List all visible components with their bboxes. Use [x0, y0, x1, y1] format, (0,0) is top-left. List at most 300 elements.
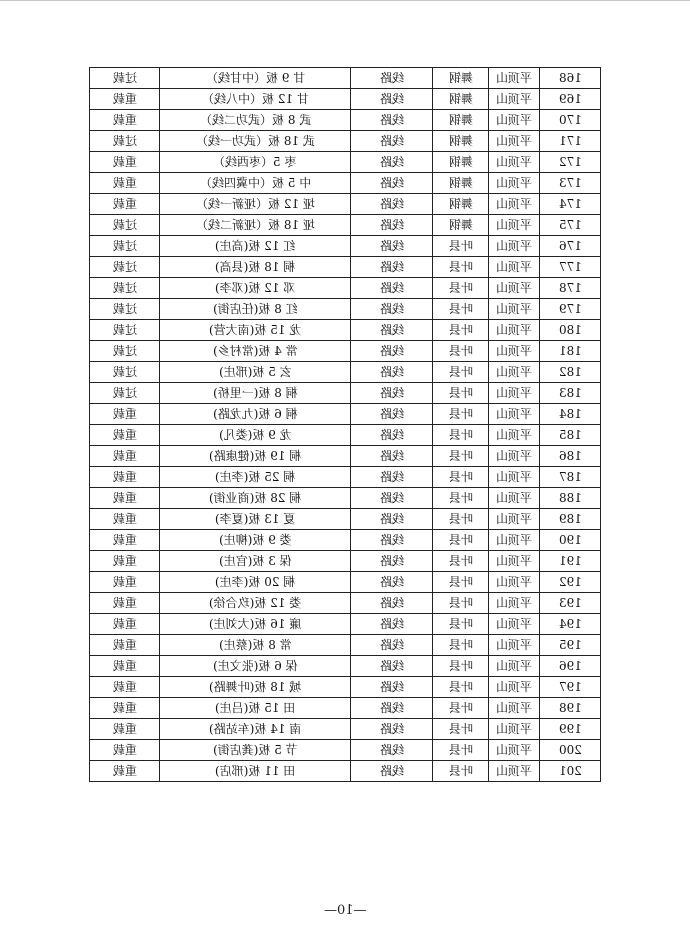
line-name-cell-text: 龙 9 板(娄凡): [218, 428, 292, 442]
table-row: [90, 110, 601, 131]
load-status-cell-text: 过载: [112, 386, 137, 400]
type-cell: [351, 593, 433, 614]
row-number-cell: [540, 152, 601, 173]
table-row: [90, 467, 601, 488]
load-status-cell: [90, 425, 160, 446]
city-cell-text: 平顶山: [496, 596, 533, 610]
county-cell-text: 舞钢: [448, 113, 473, 127]
city-cell-text: 平顶山: [496, 743, 533, 757]
city-cell-text: 平顶山: [496, 365, 533, 379]
line-name-cell: [160, 278, 351, 299]
row-number-cell-text: 195: [558, 638, 582, 652]
line-name-cell-text: 田 15 板(吕庄): [215, 701, 296, 715]
type-cell: [351, 278, 433, 299]
county-cell-text: 舞钢: [448, 92, 473, 106]
row-number-cell-text: 178: [558, 281, 582, 295]
county-cell-text: 叶县: [448, 722, 473, 736]
load-status-cell: [90, 635, 160, 656]
row-number-cell: [540, 320, 601, 341]
type-cell: [351, 677, 433, 698]
city-cell: [489, 257, 540, 278]
county-cell: [433, 404, 489, 425]
type-cell: [351, 572, 433, 593]
line-name-cell-text: 廉 16 板(大刘庄): [209, 617, 302, 631]
city-cell: [489, 572, 540, 593]
type-cell: [351, 383, 433, 404]
page-number-text: —10—: [323, 903, 367, 918]
load-status-cell-text: 重载: [112, 155, 137, 169]
county-cell: [433, 740, 489, 761]
type-cell-text: 线路: [379, 533, 404, 547]
load-status-cell: [90, 89, 160, 110]
line-name-cell-text: 甘 9 板（中甘线）: [205, 71, 305, 85]
table-row: [90, 320, 601, 341]
load-status-cell-text: 重载: [112, 428, 137, 442]
row-number-cell-text: 194: [558, 617, 582, 631]
type-cell: [351, 698, 433, 719]
load-status-cell-text: 重载: [112, 491, 137, 505]
type-cell-text: 线路: [379, 722, 404, 736]
row-number-cell-text: 192: [558, 575, 582, 589]
line-name-cell-text: 桐 25 板(李庄): [215, 470, 296, 484]
load-status-cell-text: 重载: [112, 113, 137, 127]
load-status-cell-text: 重载: [112, 638, 137, 652]
row-number-cell: [540, 110, 601, 131]
city-cell: [489, 740, 540, 761]
county-cell: [433, 530, 489, 551]
county-cell-text: 叶县: [448, 701, 473, 715]
row-number-cell: [540, 362, 601, 383]
type-cell: [351, 614, 433, 635]
load-status-cell: [90, 341, 160, 362]
city-cell: [489, 194, 540, 215]
type-cell-text: 线路: [379, 680, 404, 694]
row-number-cell-text: 173: [558, 176, 582, 190]
line-name-cell-text: 桐 19 板(健康路): [209, 449, 302, 463]
county-cell-text: 舞钢: [448, 176, 473, 190]
type-cell-text: 线路: [379, 386, 404, 400]
city-cell: [489, 719, 540, 740]
city-cell-text: 平顶山: [496, 701, 533, 715]
table-row: [90, 593, 601, 614]
county-cell-text: 叶县: [448, 764, 473, 778]
type-cell-text: 线路: [379, 92, 404, 106]
load-status-cell-text: 重载: [112, 680, 137, 694]
load-status-cell-text: 重载: [112, 176, 137, 190]
row-number-cell: [540, 257, 601, 278]
table-row: [90, 89, 601, 110]
load-status-cell: [90, 257, 160, 278]
load-status-cell-text: 过载: [112, 134, 137, 148]
county-cell: [433, 761, 489, 782]
row-number-cell: [540, 719, 601, 740]
line-name-cell: [160, 614, 351, 635]
type-cell-text: 线路: [379, 512, 404, 526]
row-number-cell: [540, 446, 601, 467]
table-row: [90, 761, 601, 782]
load-status-cell: [90, 383, 160, 404]
county-cell-text: 叶县: [448, 533, 473, 547]
row-number-cell: [540, 215, 601, 236]
county-cell: [433, 278, 489, 299]
county-cell: [433, 719, 489, 740]
load-status-cell-text: 重载: [112, 617, 137, 631]
row-number-cell-text: 200: [558, 743, 582, 757]
type-cell-text: 线路: [379, 596, 404, 610]
type-cell: [351, 341, 433, 362]
city-cell: [489, 488, 540, 509]
line-name-cell-text: 桐 20 板(李庄): [215, 575, 296, 589]
row-number-cell-text: 176: [558, 239, 582, 253]
row-number-cell: [540, 656, 601, 677]
load-status-cell-text: 过载: [112, 365, 137, 379]
city-cell: [489, 446, 540, 467]
city-cell-text: 平顶山: [496, 155, 533, 169]
table-row: [90, 446, 601, 467]
city-cell: [489, 551, 540, 572]
row-number-cell: [540, 89, 601, 110]
city-cell-text: 平顶山: [496, 323, 533, 337]
load-status-cell-text: 过载: [112, 71, 137, 85]
county-cell: [433, 110, 489, 131]
row-number-cell-text: 183: [558, 386, 582, 400]
city-cell: [489, 110, 540, 131]
county-cell: [433, 173, 489, 194]
row-number-cell-text: 190: [558, 533, 582, 547]
load-status-cell: [90, 488, 160, 509]
row-number-cell: [540, 761, 601, 782]
table-row: [90, 383, 601, 404]
city-cell: [489, 509, 540, 530]
table-row: [90, 677, 601, 698]
type-cell: [351, 257, 433, 278]
county-cell-text: 叶县: [448, 365, 473, 379]
county-cell: [433, 446, 489, 467]
type-cell-text: 线路: [379, 659, 404, 673]
line-name-cell-text: 玄 5 板(邢庄): [218, 365, 292, 379]
type-cell: [351, 551, 433, 572]
county-cell: [433, 551, 489, 572]
load-status-cell-text: 重载: [112, 659, 137, 673]
row-number-cell: [540, 635, 601, 656]
table-row: [90, 656, 601, 677]
load-status-cell-text: 过载: [112, 344, 137, 358]
load-status-cell: [90, 740, 160, 761]
line-name-cell: [160, 467, 351, 488]
table-row: [90, 404, 601, 425]
row-number-cell: [540, 236, 601, 257]
type-cell-text: 线路: [379, 470, 404, 484]
load-status-cell: [90, 677, 160, 698]
line-name-cell-text: 夏 13 板(夏李): [215, 512, 296, 526]
line-name-cell-text: 娄 12 板(玖合徐): [209, 596, 302, 610]
load-status-cell: [90, 509, 160, 530]
line-name-cell: [160, 299, 351, 320]
city-cell-text: 平顶山: [496, 239, 533, 253]
line-name-cell-text: 常 4 板(常村乡): [212, 344, 298, 358]
type-cell-text: 线路: [379, 491, 404, 505]
line-name-cell: [160, 89, 351, 110]
county-cell: [433, 341, 489, 362]
table-row: [90, 530, 601, 551]
line-name-cell: [160, 257, 351, 278]
line-name-cell: [160, 152, 351, 173]
row-number-cell: [540, 425, 601, 446]
type-cell-text: 线路: [379, 323, 404, 337]
city-cell-text: 平顶山: [496, 491, 533, 505]
county-cell-text: 叶县: [448, 659, 473, 673]
row-number-cell-text: 182: [558, 365, 582, 379]
type-cell: [351, 68, 433, 89]
type-cell: [351, 446, 433, 467]
county-cell: [433, 656, 489, 677]
load-status-cell-text: 重载: [112, 197, 137, 211]
county-cell: [433, 698, 489, 719]
type-cell: [351, 656, 433, 677]
county-cell-text: 叶县: [448, 596, 473, 610]
line-name-cell-text: 田 11 板(邢店): [215, 764, 296, 778]
type-cell: [351, 740, 433, 761]
type-cell-text: 线路: [379, 134, 404, 148]
row-number-cell-text: 187: [558, 470, 582, 484]
row-number-cell-text: 175: [558, 218, 582, 232]
row-number-cell: [540, 551, 601, 572]
overload-line-table: [89, 67, 601, 782]
line-name-cell-text: 常 8 板(蔡庄): [218, 638, 292, 652]
city-cell-text: 平顶山: [496, 113, 533, 127]
county-cell: [433, 194, 489, 215]
county-cell-text: 叶县: [448, 386, 473, 400]
row-number-cell-text: 180: [558, 323, 582, 337]
line-name-cell: [160, 593, 351, 614]
county-cell: [433, 425, 489, 446]
type-cell: [351, 467, 433, 488]
line-name-cell: [160, 173, 351, 194]
row-number-cell-text: 186: [558, 449, 582, 463]
row-number-cell-text: 188: [558, 491, 582, 505]
type-cell-text: 线路: [379, 71, 404, 85]
line-name-cell: [160, 110, 351, 131]
type-cell: [351, 215, 433, 236]
table-row: [90, 152, 601, 173]
line-name-cell: [160, 740, 351, 761]
city-cell: [489, 278, 540, 299]
city-cell-text: 平顶山: [496, 680, 533, 694]
load-status-cell-text: 重载: [112, 575, 137, 589]
type-cell-text: 线路: [379, 239, 404, 253]
table-row: [90, 68, 601, 89]
table-row: [90, 299, 601, 320]
county-cell: [433, 467, 489, 488]
city-cell-text: 平顶山: [496, 659, 533, 673]
line-name-cell: [160, 131, 351, 152]
city-cell: [489, 656, 540, 677]
county-cell-text: 叶县: [448, 554, 473, 568]
type-cell-text: 线路: [379, 449, 404, 463]
type-cell-text: 线路: [379, 701, 404, 715]
row-number-cell: [540, 614, 601, 635]
line-name-cell: [160, 761, 351, 782]
county-cell-text: 舞钢: [448, 71, 473, 85]
load-status-cell: [90, 551, 160, 572]
row-number-cell-text: 177: [558, 260, 582, 274]
row-number-cell-text: 171: [558, 134, 582, 148]
table-row: [90, 215, 601, 236]
load-status-cell: [90, 404, 160, 425]
load-status-cell: [90, 236, 160, 257]
table-row: [90, 572, 601, 593]
load-status-cell-text: 过载: [112, 281, 137, 295]
county-cell-text: 叶县: [448, 407, 473, 421]
county-cell-text: 舞钢: [448, 155, 473, 169]
row-number-cell: [540, 509, 601, 530]
line-name-cell-text: 武 18 板（武功一线）: [195, 134, 315, 148]
type-cell: [351, 719, 433, 740]
row-number-cell-text: 170: [558, 113, 582, 127]
load-status-cell: [90, 320, 160, 341]
city-cell: [489, 593, 540, 614]
county-cell-text: 叶县: [448, 239, 473, 253]
line-name-cell-text: 龙 15 板(南大营): [209, 323, 302, 337]
city-cell-text: 平顶山: [496, 533, 533, 547]
load-status-cell-text: 重载: [112, 596, 137, 610]
line-name-cell-text: 红 8 板(任店街): [212, 302, 298, 316]
line-name-cell: [160, 488, 351, 509]
row-number-cell: [540, 299, 601, 320]
city-cell-text: 平顶山: [496, 197, 533, 211]
type-cell-text: 线路: [379, 575, 404, 589]
table-row: [90, 698, 601, 719]
county-cell: [433, 215, 489, 236]
line-name-cell-text: 桐 28 板(商业街): [209, 491, 302, 505]
line-name-cell: [160, 698, 351, 719]
line-name-cell: [160, 404, 351, 425]
load-status-cell: [90, 530, 160, 551]
city-cell: [489, 341, 540, 362]
line-name-cell: [160, 236, 351, 257]
line-name-cell: [160, 551, 351, 572]
load-status-cell: [90, 110, 160, 131]
load-status-cell-text: 重载: [112, 722, 137, 736]
row-number-cell-text: 172: [558, 155, 582, 169]
type-cell-text: 线路: [379, 638, 404, 652]
load-status-cell: [90, 131, 160, 152]
city-cell-text: 平顶山: [496, 722, 533, 736]
line-name-cell: [160, 362, 351, 383]
city-cell: [489, 299, 540, 320]
table-row: [90, 635, 601, 656]
table-row: [90, 488, 601, 509]
row-number-cell: [540, 488, 601, 509]
city-cell: [489, 320, 540, 341]
line-name-cell: [160, 425, 351, 446]
county-cell-text: 叶县: [448, 680, 473, 694]
county-cell: [433, 131, 489, 152]
city-cell-text: 平顶山: [496, 617, 533, 631]
type-cell: [351, 89, 433, 110]
type-cell: [351, 404, 433, 425]
line-name-cell-text: 中 5 板（中冀四线）: [199, 176, 311, 190]
city-cell: [489, 215, 540, 236]
row-number-cell: [540, 404, 601, 425]
table-row: [90, 131, 601, 152]
county-cell: [433, 236, 489, 257]
city-cell-text: 平顶山: [496, 764, 533, 778]
line-name-cell: [160, 68, 351, 89]
row-number-cell: [540, 740, 601, 761]
type-cell-text: 线路: [379, 113, 404, 127]
city-cell: [489, 677, 540, 698]
county-cell: [433, 257, 489, 278]
row-number-cell: [540, 677, 601, 698]
line-name-cell-text: 节 5 板(龚店街): [212, 743, 298, 757]
line-name-cell: [160, 383, 351, 404]
county-cell-text: 叶县: [448, 575, 473, 589]
city-cell-text: 平顶山: [496, 218, 533, 232]
row-number-cell: [540, 593, 601, 614]
type-cell-text: 线路: [379, 197, 404, 211]
type-cell: [351, 299, 433, 320]
row-number-cell: [540, 131, 601, 152]
table-row: [90, 362, 601, 383]
load-status-cell: [90, 299, 160, 320]
city-cell: [489, 131, 540, 152]
city-cell: [489, 425, 540, 446]
load-status-cell: [90, 278, 160, 299]
load-status-cell-text: 重载: [112, 554, 137, 568]
city-cell: [489, 173, 540, 194]
row-number-cell-text: 191: [558, 554, 582, 568]
load-status-cell: [90, 173, 160, 194]
county-cell: [433, 572, 489, 593]
row-number-cell: [540, 278, 601, 299]
line-name-cell: [160, 677, 351, 698]
load-status-cell-text: 重载: [112, 470, 137, 484]
type-cell: [351, 194, 433, 215]
load-status-cell: [90, 362, 160, 383]
load-status-cell-text: 重载: [112, 449, 137, 463]
city-cell-text: 平顶山: [496, 260, 533, 274]
type-cell: [351, 488, 433, 509]
type-cell: [351, 320, 433, 341]
county-cell-text: 舞钢: [448, 197, 473, 211]
table-row: [90, 278, 601, 299]
city-cell: [489, 530, 540, 551]
line-name-cell-text: 红 12 板(高庄): [215, 239, 296, 253]
row-number-cell: [540, 467, 601, 488]
table-row: [90, 425, 601, 446]
line-name-cell-text: 城 18 板(叶舞路): [209, 680, 302, 694]
row-number-cell-text: 179: [558, 302, 582, 316]
page-number: [0, 903, 690, 918]
county-cell: [433, 362, 489, 383]
load-status-cell: [90, 446, 160, 467]
line-name-cell: [160, 572, 351, 593]
table-row: [90, 719, 601, 740]
line-name-cell-text: 桐 18 板(县高): [215, 260, 296, 274]
city-cell-text: 平顶山: [496, 281, 533, 295]
type-cell-text: 线路: [379, 764, 404, 778]
line-name-cell-text: 桐 6 板(九龙路): [212, 407, 298, 421]
line-name-cell-text: 南 14 板(车站路): [209, 722, 302, 736]
county-cell-text: 叶县: [448, 449, 473, 463]
city-cell-text: 平顶山: [496, 470, 533, 484]
line-name-cell-text: 甘 12 板（中八线）: [201, 92, 309, 106]
row-number-cell-text: 189: [558, 512, 582, 526]
city-cell-text: 平顶山: [496, 92, 533, 106]
city-cell-text: 平顶山: [496, 554, 533, 568]
city-cell: [489, 152, 540, 173]
